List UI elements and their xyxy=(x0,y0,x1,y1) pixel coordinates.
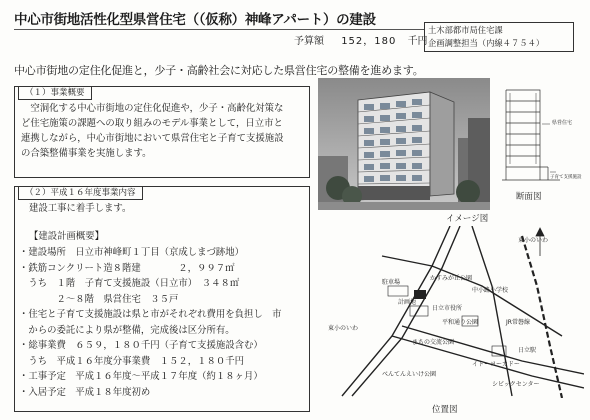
map-label-area2: 東小のいわ xyxy=(518,237,549,244)
map-label-ccenter: まちの交流公園 xyxy=(412,339,455,346)
map-label-park: 平和通り公園 xyxy=(442,319,479,326)
map-label-school1: 中小路小学校 xyxy=(472,287,509,294)
page-title: 中心市街地活性化型県営住宅（（仮称）神峰アパート）の建設 xyxy=(14,12,376,28)
section2-box xyxy=(14,186,310,412)
plan-item: からの委託により県が整備，完成後は区分所有。 xyxy=(19,324,235,336)
map-label-area1: 東小のいわ xyxy=(328,325,359,332)
caption-section: 断面図 xyxy=(516,192,542,202)
section1-line: 空洞化する中心市街地の定住化促進や，少子・高齢化対策な xyxy=(21,103,284,114)
section-label-housing: 県営住宅 xyxy=(552,120,573,126)
map-label-route: JR常磐線 xyxy=(506,319,530,326)
plan-item: ・鉄筋コンクリート造８階建 ２，９９７㎡ xyxy=(19,262,235,274)
section1-line: 連携しながら，中心市街地において県営住宅と子育て支援施設 xyxy=(21,133,284,144)
department-contact: 企画調整担当（内線４７５４） xyxy=(428,38,545,48)
budget-label: 予算額 xyxy=(294,36,324,47)
section2-label: （２）平成１６年度事業内容 xyxy=(18,186,143,200)
plan-item: ・工事予定 平成１６年度～平成１７年度（約１８ヶ月） xyxy=(19,371,263,382)
map-label-area5: シビックセンター xyxy=(492,381,540,388)
map-label-city-hall: 日立市役所 xyxy=(432,305,463,312)
department-box xyxy=(424,22,574,52)
section1-body xyxy=(21,101,309,161)
map-label-benten: べんてんえいけ公園 xyxy=(382,371,437,378)
caption-location: 位置図 xyxy=(432,405,458,415)
plan-item: ・総事業費 ６５９，１８０千円（子育て支援施設含む） xyxy=(19,340,263,351)
section-diagram xyxy=(500,84,584,188)
budget-line xyxy=(294,32,428,47)
plan-item: うち １階 子育て支援施設（日立市） ３４８㎡ xyxy=(19,278,240,289)
lead-text: 中心市街地の定住化促進と，少子・高齢社会に対応した県営住宅の整備を進めます。 xyxy=(14,64,424,77)
plan-label: 【建設計画概要】 xyxy=(29,231,105,242)
department-name: 土木部都市局住宅課 xyxy=(428,25,503,35)
section1-line: ど住宅施策の課題への取り組みのモデル事業として，日立市と xyxy=(21,118,283,129)
plan-item: うち 平成１６年度分事業費 １５２，１８０千円 xyxy=(19,355,245,367)
caption-image: イメージ図 xyxy=(446,214,489,224)
section1-box xyxy=(14,86,310,178)
plan-item: ・建設場所 日立市神峰町１丁目（京成しまづ跡地） xyxy=(19,247,245,258)
section1-label: （１）事業概要 xyxy=(18,86,92,100)
budget-unit: 千円 xyxy=(407,36,428,47)
location-map xyxy=(322,226,584,398)
map-label-area3: イトーヨーカドー xyxy=(472,361,520,368)
plan-item: ・入居予定 平成１８年度初め xyxy=(19,386,151,398)
plan-item: ・住宅と子育て支援施設は県と市がそれぞれ費用を負担し 市 xyxy=(19,309,282,320)
section2-text: 建設工事に着手します。 xyxy=(29,203,132,214)
map-label-site: 計画地 xyxy=(398,299,417,306)
map-label-kamine: かすみが丘公園 xyxy=(430,275,473,282)
title-underline xyxy=(14,29,424,30)
map-label-parking: 駐車場 xyxy=(382,279,401,286)
section1-line: の合築整備事業を実施します。 xyxy=(21,148,152,159)
map-label-station: 日立駅 xyxy=(518,347,537,354)
section-label-childcare: 子育て支援施設 xyxy=(550,175,582,180)
plan-item: ２～８階 県営住宅 ３５戸 xyxy=(19,293,179,305)
budget-amount: 152，180 xyxy=(341,36,397,47)
building-image xyxy=(318,78,490,210)
